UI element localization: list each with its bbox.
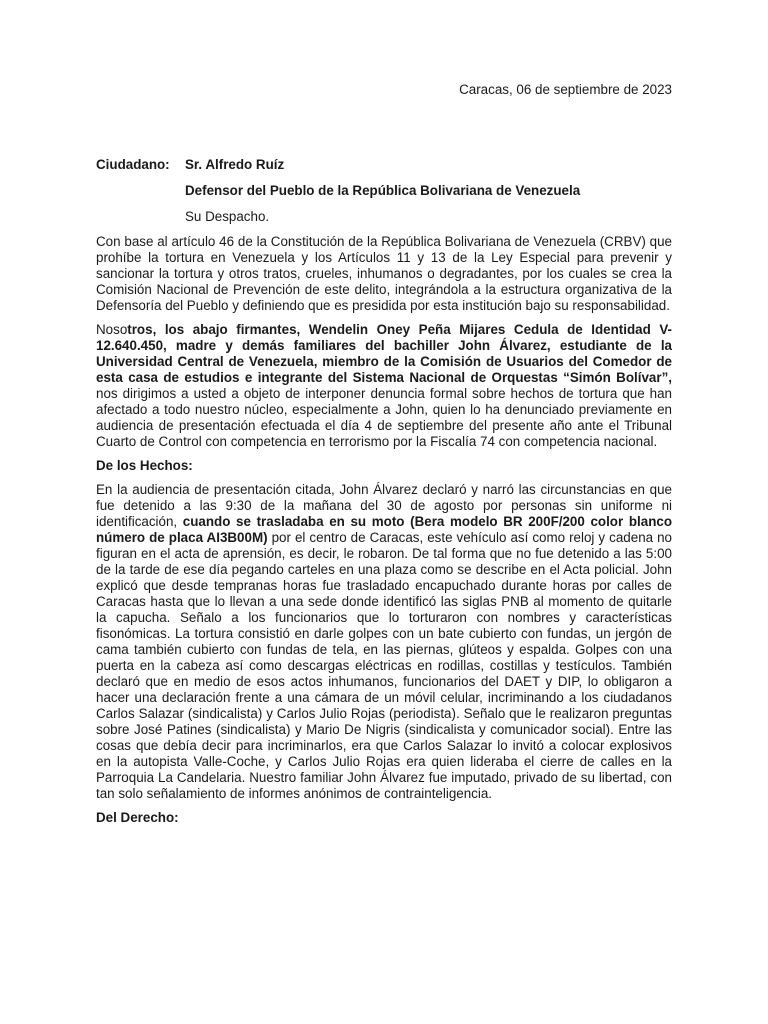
addressee-name-row	[96, 157, 686, 173]
addressee-office: Su Despacho.	[185, 209, 270, 224]
heading-facts: De los Hechos:	[96, 458, 193, 473]
signatories-lead: Noso	[96, 322, 128, 337]
paragraph-legal-basis: Con base al artículo 46 de la Constitución de la República Bolivariana de Venezuela (CRBV) que prohíbe la tortura en Venezuela y los Artículos 11 y 13 de la Ley Especial para prevenir y sancionar la tortura y otros tratos, crueles, inhumanos o degradantes, por los cuales se crea la Comisión Nacional de Prevención de este delito, integrándola a la estructura organizativa de la Defensoría del Pueblo y definiendo que es presidida por esta institución bajo su responsabilidad.	[96, 234, 672, 313]
paragraph-facts	[96, 482, 672, 802]
facts-lead: En la audiencia de presentación citada, John Álvarez declaró y narró las circunstancias en que fue detenido a las 9:30 de la mañana del 30 de agosto por personas sin uniforme ni identificación,	[96, 482, 672, 529]
paragraph-signatories	[96, 322, 672, 450]
signatories-bold: tros, los abajo firmantes, Wendelin Oney Peña Mijares Cedula de Identidad V-12.640.450, madre y demás familiares del bachiller John Álvarez, estudiante de la Universidad Central de Venezuela, miembro de la Comisión de Usuarios del Comedor de esta casa de estudios e integrante del Sistema Nacional de Orquestas “Simón Bolívar”,	[96, 322, 672, 385]
addressee-label: Ciudadano:	[96, 157, 170, 172]
addressee-name: Sr. Alfredo Ruíz	[185, 157, 285, 172]
addressee-title: Defensor del Pueblo de la República Bolivariana de Venezuela	[185, 183, 581, 198]
addressee-block	[96, 157, 686, 235]
signatories-rest: nos dirigimos a usted a objeto de interponer denuncia formal sobre hechos de tortura que han afectado a todo nuestro núcleo, especialmente a John, quien lo ha denunciado previamente en audiencia de presentación efectuada el día 4 de septiembre del presente año ante el Tribunal Cuarto de Control con competencia en terrorismo por la Fiscalía 74 con competencia nacional.	[96, 386, 672, 449]
facts-rest: por el centro de Caracas, este vehículo así como reloj y cadena no figuran en el acta de aprensión, es decir, le robaron. De tal forma que no fue detenido a las 5:00 de la tarde de ese día pegando carteles en una plaza como se describe en el Acta policial. John explicó que desde tempranas horas fue trasladado encapuchado durante horas por calles de Caracas hasta que lo llevan a una sede donde identificó las siglas PNB al momento de quitarle la capucha. Señalo a los funcionarios que lo torturaron con nombres y características fisonómicas. La tortura consistió en darle golpes con un bate cubierto con fundas, un jergón de cama también cubierto con fundas de tela, en las piernas, glúteos y espalda. Golpes con una puerta en la cabeza así como descargas eléctricas en rodillas, costillas y testículos. También declaró que en medio de esos actos inhumanos, funcionarios del DAET y DIP, lo obligaron a hacer una declaración frente a una cámara de un móvil celular, incriminando a los ciudadanos Carlos Salazar (sindicalista) y Carlos Julio Rojas (periodista). Señalo que le realizaron preguntas sobre José Patines (sindicalista) y Mario De Nigris (sindicalista y comunicador social). Entre las cosas que debía decir para incriminarlos, era que Carlos Salazar lo invitó a colocar explosivos en la autopista Valle-Coche, y Carlos Julio Rojas era quien lideraba el cierre de calles en la Parroquia La Candelaria. Nuestro familiar John Álvarez fue imputado, privado de su libertad, con tan solo señalamiento de informes anónimos de contrainteligencia.	[96, 530, 673, 801]
letter-body	[96, 234, 672, 834]
facts-bold: cuando se trasladaba en su moto (Bera modelo BR 200F/200 color blanco número de placa AI3B00M)	[96, 514, 672, 545]
heading-law: Del Derecho:	[96, 810, 179, 825]
letter-date: Caracas, 06 de septiembre de 2023	[459, 82, 672, 97]
